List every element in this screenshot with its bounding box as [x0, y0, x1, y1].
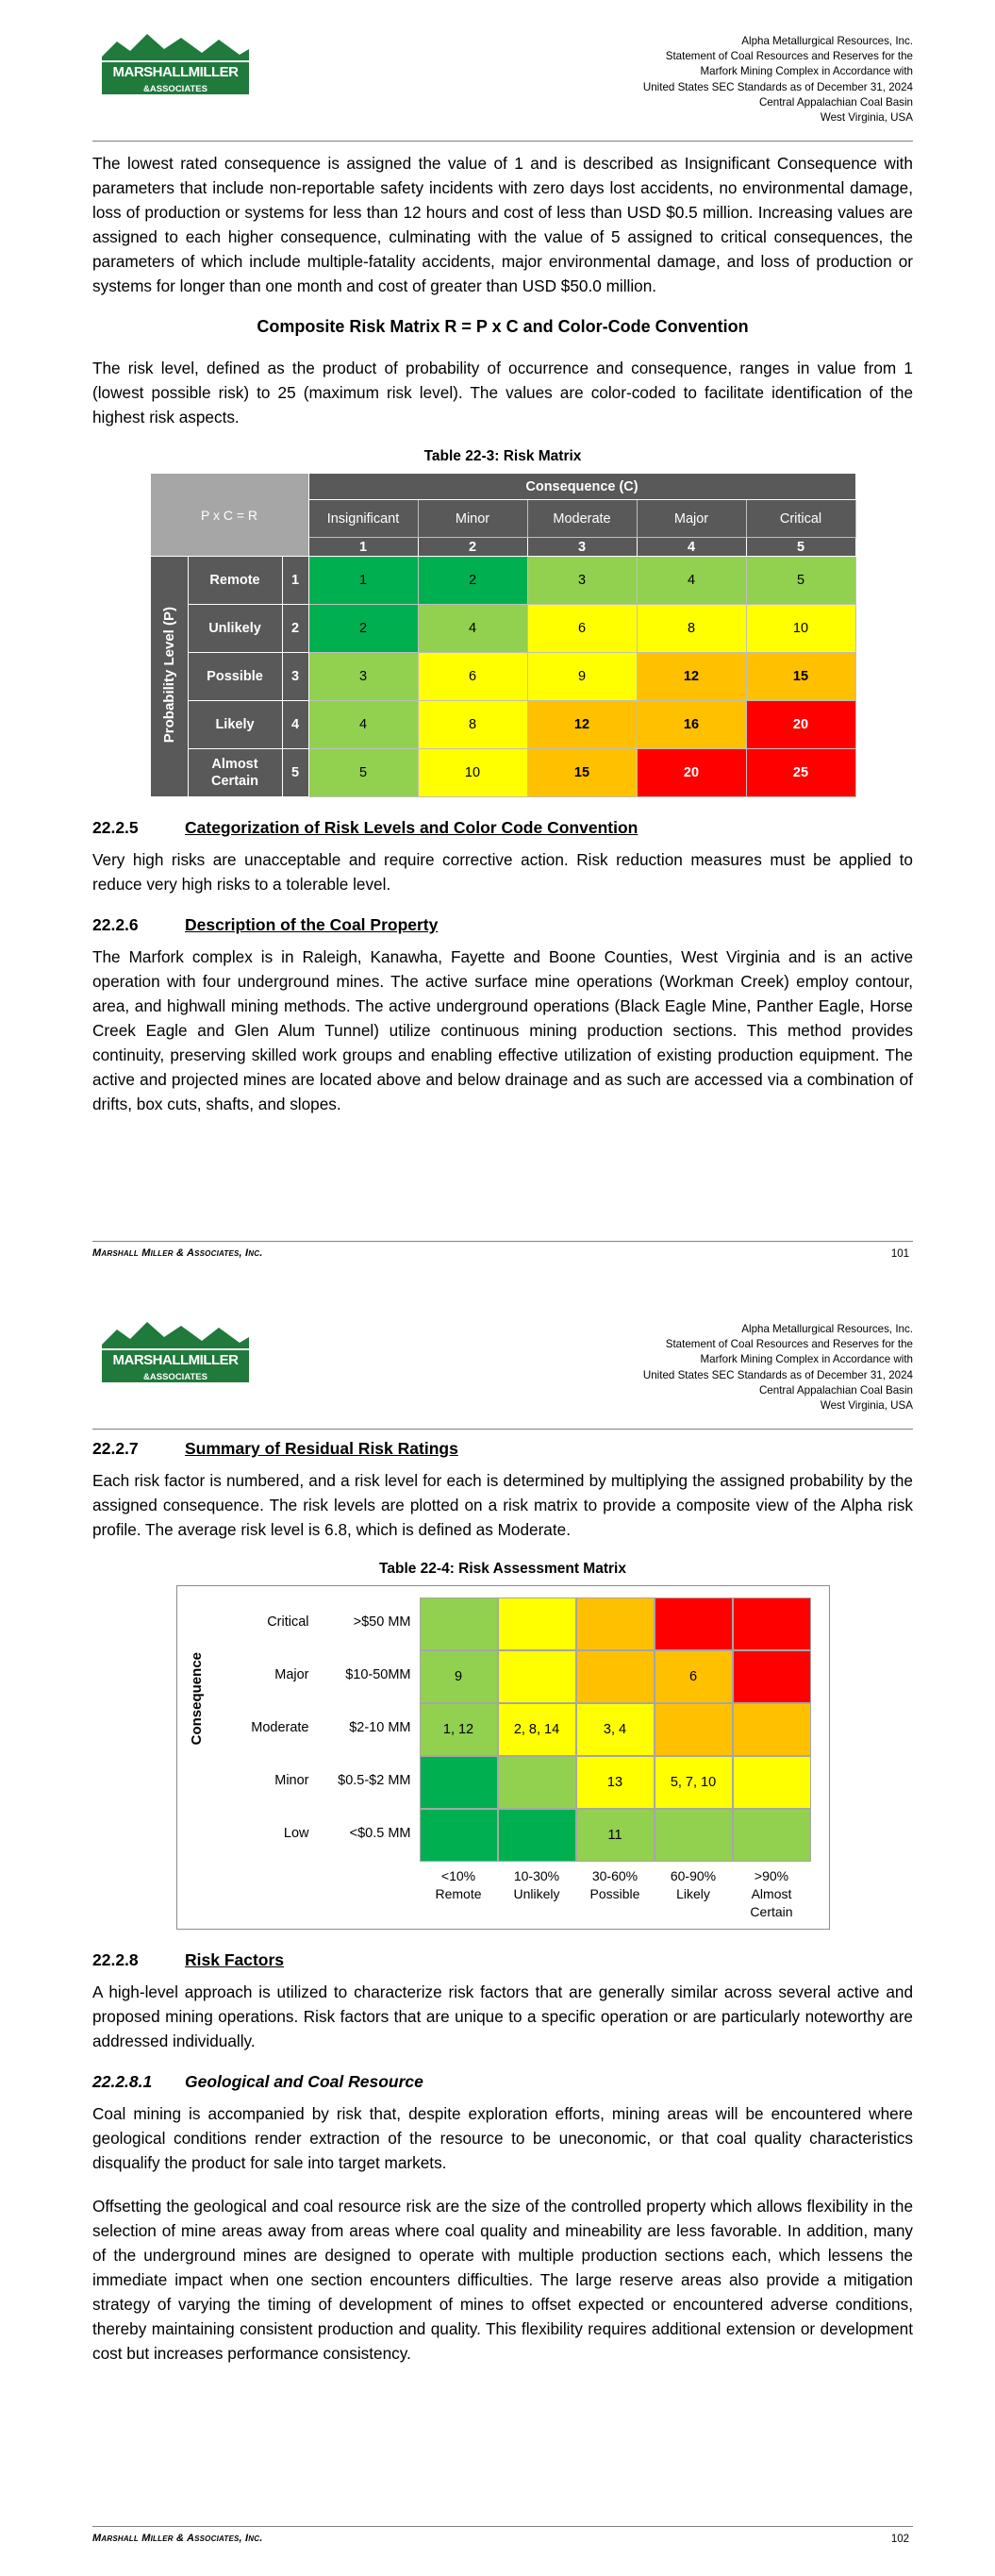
assessment-cell: [498, 1650, 576, 1703]
section-heading: 22.2.8 Risk Factors: [92, 1950, 285, 1969]
risk-cell: 5: [746, 557, 855, 605]
paragraph: Coal mining is accompanied by risk that, despite exploration efforts, mining areas will be encountered where geological conditions render extraction of the resource to be uneconomic, or that coal quality characteristics disqualify the product for sale into target markets.: [92, 2104, 913, 2172]
probability-header: [150, 557, 188, 797]
page-header: [92, 21, 913, 142]
risk-cell: 12: [637, 653, 746, 701]
probability-pct: 10-30%: [513, 1868, 560, 1883]
page-number: 102: [890, 2534, 909, 2545]
risk-cell: 1: [308, 557, 418, 605]
mma-logo: [98, 28, 254, 98]
header-line: Marfork Mining Complex in Accordance with: [700, 65, 913, 78]
header-line: Central Appalachian Coal Basin: [758, 95, 913, 109]
paragraph: The risk level, defined as the product of probability of occurrence and consequence, ranges in value from 1 (lowest possible risk) to 25 (maximum risk level). The values are color-coded to facilitate identification of the highest risk aspects.: [92, 359, 913, 427]
consequence-value: 4: [637, 538, 746, 557]
assessment-cell: [733, 1756, 811, 1809]
header-line: Marfork Mining Complex in Accordance with: [700, 1353, 913, 1366]
header-line: Alpha Metallurgical Resources, Inc.: [741, 1323, 913, 1335]
risk-cell: 9: [527, 653, 637, 701]
paragraph: The Marfork complex is in Raleigh, Kanawha, Fayette and Boone Counties, West Virginia and is an active operation with four underground mines. The active surface mine operations (Workman Creek) employ contour, area, and highwall mining methods. The active underground operations (Black Eagle Mine, Panther Eagle, Horse Creek Eagle and Glen Alum Tunnel) utilize continuous mining production sections. This method provides continuity, preserving skilled work groups and enabling effective utilization of existing production equipment. The active and projected mines are located above and below drainage and as such are accessed via a combination of drifts, box cuts, shafts, and slopes.: [92, 947, 913, 1113]
probability-label: Remote: [435, 1886, 482, 1901]
risk-cell: 3: [308, 653, 418, 701]
probability-column-label: [655, 1867, 733, 1903]
probability-pct: >90%: [754, 1868, 789, 1883]
probability-label: Remote: [188, 557, 282, 605]
risk-matrix-table: [150, 473, 856, 797]
risk-cell: 20: [637, 749, 746, 797]
assessment-cell: [420, 1597, 498, 1650]
probability-label: Possible: [188, 653, 282, 701]
probability-pct: <10%: [440, 1868, 476, 1883]
paragraph: A high-level approach is utilized to characterize risk factors that are generally similar across several active and proposed mining operations. Risk factors that are unique to a specific operation or are particularly noteworthy are addressed individually.: [92, 1982, 913, 2050]
assessment-cell: 5, 7, 10: [655, 1756, 733, 1809]
assessment-cell: [733, 1703, 811, 1756]
section-heading: 22.2.5 Categorization of Risk Levels and Color Code Convention: [92, 818, 638, 837]
consequence-label: Moderate: [251, 1720, 309, 1735]
assessment-cell: 11: [576, 1809, 655, 1862]
risk-cell: 2: [418, 557, 527, 605]
risk-cell: 3: [527, 557, 637, 605]
svg-text:MARSHALLMILLER: MARSHALLMILLER: [112, 64, 239, 80]
section-heading: 22.2.6 Description of the Coal Property: [92, 915, 439, 934]
consequence-value: 1: [308, 538, 418, 557]
assessment-cell: [733, 1650, 811, 1703]
header-line: West Virginia, USA: [820, 1399, 913, 1413]
table-caption: Table 22-3: Risk Matrix: [423, 448, 582, 464]
svg-text:MARSHALLMILLER: MARSHALLMILLER: [112, 1352, 239, 1368]
risk-cell: 4: [637, 557, 746, 605]
risk-assessment-matrix: [176, 1585, 830, 1930]
page-header: [92, 1309, 913, 1430]
assessment-cell: 1, 12: [420, 1703, 498, 1756]
probability-label: Likely: [676, 1886, 710, 1901]
consequence-range: $10-50MM: [345, 1667, 411, 1682]
footer-company: Marshall Miller & Associates, Inc.: [92, 1247, 263, 1259]
page-footer: [92, 2526, 913, 2549]
paragraph: Offsetting the geological and coal resource risk are the size of the controlled property which allows flexibility in the selection of mine areas away from areas where coal quality and mineability are less favorable. In addition, many of the underground mines are designed to operate with multiple production sections each, which lessens the immediate impact when one section encounters difficulties. The large reserve areas also provide a mitigation strategy of varying the timing of development of mines to offset expected or encountered adverse conditions, thereby maintaining consistent production and quality. This flexibility requires additional extension or development cost but increases performance consistency.: [92, 2197, 913, 2363]
risk-cell: 4: [418, 605, 527, 653]
risk-cell: 16: [637, 701, 746, 749]
probability-label: Unlikely: [188, 605, 282, 653]
header-line: Statement of Coal Resources and Reserves for the: [665, 1338, 913, 1351]
consequence-label: Low: [283, 1826, 309, 1841]
risk-cell: 8: [637, 605, 746, 653]
page-footer: [92, 1241, 913, 1263]
consequence-range: $2-10 MM: [349, 1720, 411, 1735]
risk-cell: 15: [746, 653, 855, 701]
page-number: 101: [890, 1248, 909, 1260]
assessment-cell: [498, 1809, 576, 1862]
paragraph: The lowest rated consequence is assigned the value of 1 and is described as Insignificant Consequence with parameters that include non-reportable safety incidents with zero days lost accidents, no environmental damage, loss of production or systems for less than 12 hours and cost of less than USD $0.5 million. Increasing values are assigned to each higher consequence, culminating with the value of 5 assigned to critical consequences, the parameters of which include multiple-fatality accidents, major environmental damage, and loss of production or systems for longer than one month and cost of greater than USD $50.0 million.: [92, 154, 913, 295]
consequence-label: Critical: [746, 500, 855, 538]
assessment-cell: [655, 1597, 733, 1650]
probability-value: 5: [282, 749, 308, 797]
risk-cell: 6: [418, 653, 527, 701]
assessment-cell: 3, 4: [576, 1703, 655, 1756]
header-text: [643, 34, 913, 125]
assessment-cell: 9: [420, 1650, 498, 1703]
assessment-cell: [420, 1809, 498, 1862]
probability-label: Likely: [188, 701, 282, 749]
assessment-cell: [655, 1703, 733, 1756]
section-heading: 22.2.7 Summary of Residual Risk Ratings: [92, 1439, 458, 1458]
consequence-label: Minor: [418, 500, 527, 538]
assessment-cell: [498, 1756, 576, 1809]
assessment-cell: 2, 8, 14: [498, 1703, 576, 1756]
header-line: United States SEC Standards as of December 31, 2024: [642, 80, 913, 93]
matrix-corner: P x C = R: [150, 474, 308, 557]
risk-cell: 2: [308, 605, 418, 653]
consequence-value: 2: [418, 538, 527, 557]
page-102: [0, 1288, 995, 2576]
consequence-label: Major: [637, 500, 746, 538]
consequence-label: Major: [274, 1667, 309, 1682]
consequence-range: <$0.5 MM: [349, 1826, 411, 1841]
assessment-cell: 6: [655, 1650, 733, 1703]
table-caption: Table 22-4: Risk Assessment Matrix: [379, 1561, 626, 1577]
consequence-value: 3: [527, 538, 637, 557]
risk-cell: 20: [746, 701, 855, 749]
svg-text:&ASSOCIATES: &ASSOCIATES: [143, 1372, 207, 1382]
risk-cell: 6: [527, 605, 637, 653]
consequence-value: 5: [746, 538, 855, 557]
probability-label: Almost Certain: [188, 749, 282, 797]
risk-cell: 10: [418, 749, 527, 797]
probability-label: Unlikely: [513, 1886, 560, 1901]
consequence-axis-title: Consequence: [188, 1652, 205, 1746]
header-line: Statement of Coal Resources and Reserves for the: [665, 50, 913, 63]
header-line: United States SEC Standards as of December 31, 2024: [642, 1368, 913, 1381]
risk-cell: 25: [746, 749, 855, 797]
consequence-label: Insignificant: [308, 500, 418, 538]
header-line: Central Appalachian Coal Basin: [758, 1383, 913, 1397]
assessment-cell: [576, 1597, 655, 1650]
assessment-cell: 13: [576, 1756, 655, 1809]
subsection-heading: 22.2.8.1 Geological and Coal Resource: [92, 2072, 423, 2091]
probability-value: 2: [282, 605, 308, 653]
probability-column-label: [576, 1867, 655, 1903]
risk-cell: 4: [308, 701, 418, 749]
risk-cell: 12: [527, 701, 637, 749]
assessment-cell: [420, 1756, 498, 1809]
assessment-cell: [733, 1809, 811, 1862]
paragraph: Each risk factor is numbered, and a risk level for each is determined by multiplying the assigned probability by the assigned consequence. The risk levels are plotted on a risk matrix to provide a composite view of the Alpha risk profile. The average risk level is 6.8, which is defined as Moderate.: [92, 1471, 913, 1539]
probability-column-label: [420, 1867, 498, 1903]
header-line: Alpha Metallurgical Resources, Inc.: [741, 35, 913, 47]
svg-text:&ASSOCIATES: &ASSOCIATES: [143, 84, 207, 94]
footer-company: Marshall Miller & Associates, Inc.: [92, 2533, 263, 2544]
consequence-range: $0.5-$2 MM: [338, 1773, 411, 1788]
consequence-label: Minor: [274, 1773, 309, 1788]
paragraph: Very high risks are unacceptable and require corrective action. Risk reduction measures must be applied to reduce very high risks to a tolerable level.: [92, 850, 913, 894]
probability-label: Possible: [589, 1886, 640, 1901]
risk-cell: 5: [308, 749, 418, 797]
probability-value: 3: [282, 653, 308, 701]
page-body: [92, 151, 913, 1135]
assessment-cell: [576, 1650, 655, 1703]
risk-cell: 15: [527, 749, 637, 797]
header-text: [643, 1322, 913, 1413]
consequence-header: Consequence (C): [308, 474, 855, 500]
risk-cell: 8: [418, 701, 527, 749]
probability-header-label: Probability Level (P): [160, 606, 177, 744]
assessment-cell: [498, 1597, 576, 1650]
probability-value: 1: [282, 557, 308, 605]
probability-column-label: [733, 1867, 811, 1921]
probability-column-label: [498, 1867, 576, 1903]
probability-value: 4: [282, 701, 308, 749]
composite-heading: Composite Risk Matrix R = P x C and Color-Code Convention: [257, 317, 749, 336]
probability-label: Almost Certain: [750, 1886, 793, 1919]
probability-pct: 60-90%: [670, 1868, 717, 1883]
header-line: West Virginia, USA: [820, 111, 913, 125]
probability-pct: 30-60%: [591, 1868, 638, 1883]
risk-cell: 10: [746, 605, 855, 653]
assessment-cell: [733, 1597, 811, 1650]
assessment-cell: [655, 1809, 733, 1862]
consequence-range: >$50 MM: [353, 1614, 411, 1630]
consequence-label: Moderate: [527, 500, 637, 538]
consequence-label: Critical: [267, 1614, 309, 1630]
page-body: [92, 1439, 913, 2384]
mma-logo: [98, 1316, 254, 1386]
